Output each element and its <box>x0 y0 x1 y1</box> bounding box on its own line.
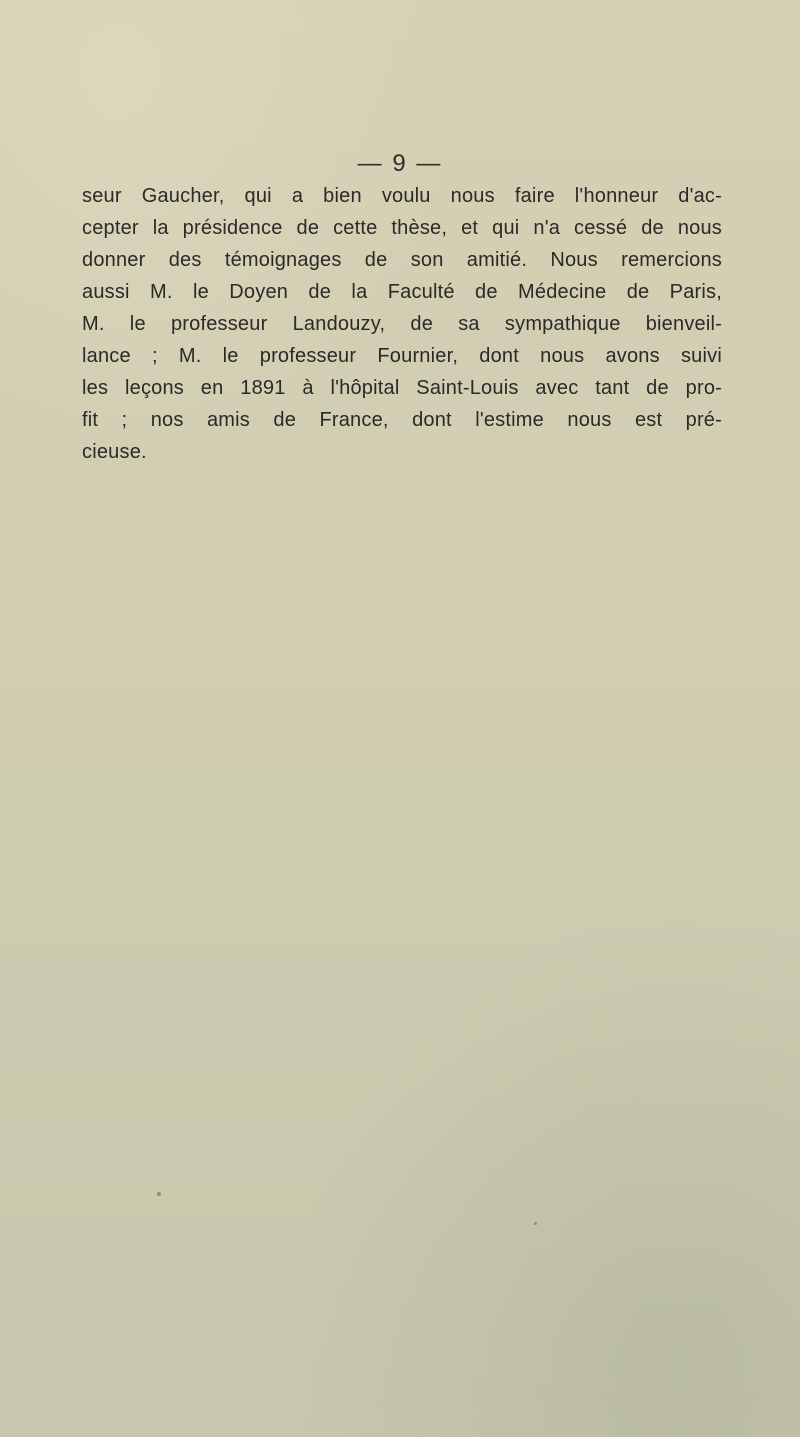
text-line: aussi M. le Doyen de la Faculté de Médecine de Paris, <box>82 281 722 303</box>
text-line: lance ; M. le professeur Fournier, dont nous avons suivi <box>82 345 722 367</box>
text-line: les leçons en 1891 à l'hôpital Saint-Louis avec tant de pro- <box>82 377 722 399</box>
text-line: fit ; nos amis de France, dont l'estime nous est pré- <box>82 409 722 431</box>
text-line: cepter la présidence de cette thèse, et qui n'a cessé de nous <box>82 217 722 239</box>
text-line: donner des témoignages de son amitié. Nous remercions <box>82 249 722 271</box>
text-line: seur Gaucher, qui a bien voulu nous faire l'honneur d'ac- <box>82 185 722 207</box>
text-line: M. le professeur Landouzy, de sa sympathique bienveil- <box>82 313 722 335</box>
paper-speck <box>157 1192 161 1196</box>
paper-speck <box>534 1222 537 1225</box>
body-paragraph <box>82 180 722 468</box>
text-line: cieuse. <box>82 441 147 463</box>
page-number: — 9 — <box>357 150 443 177</box>
